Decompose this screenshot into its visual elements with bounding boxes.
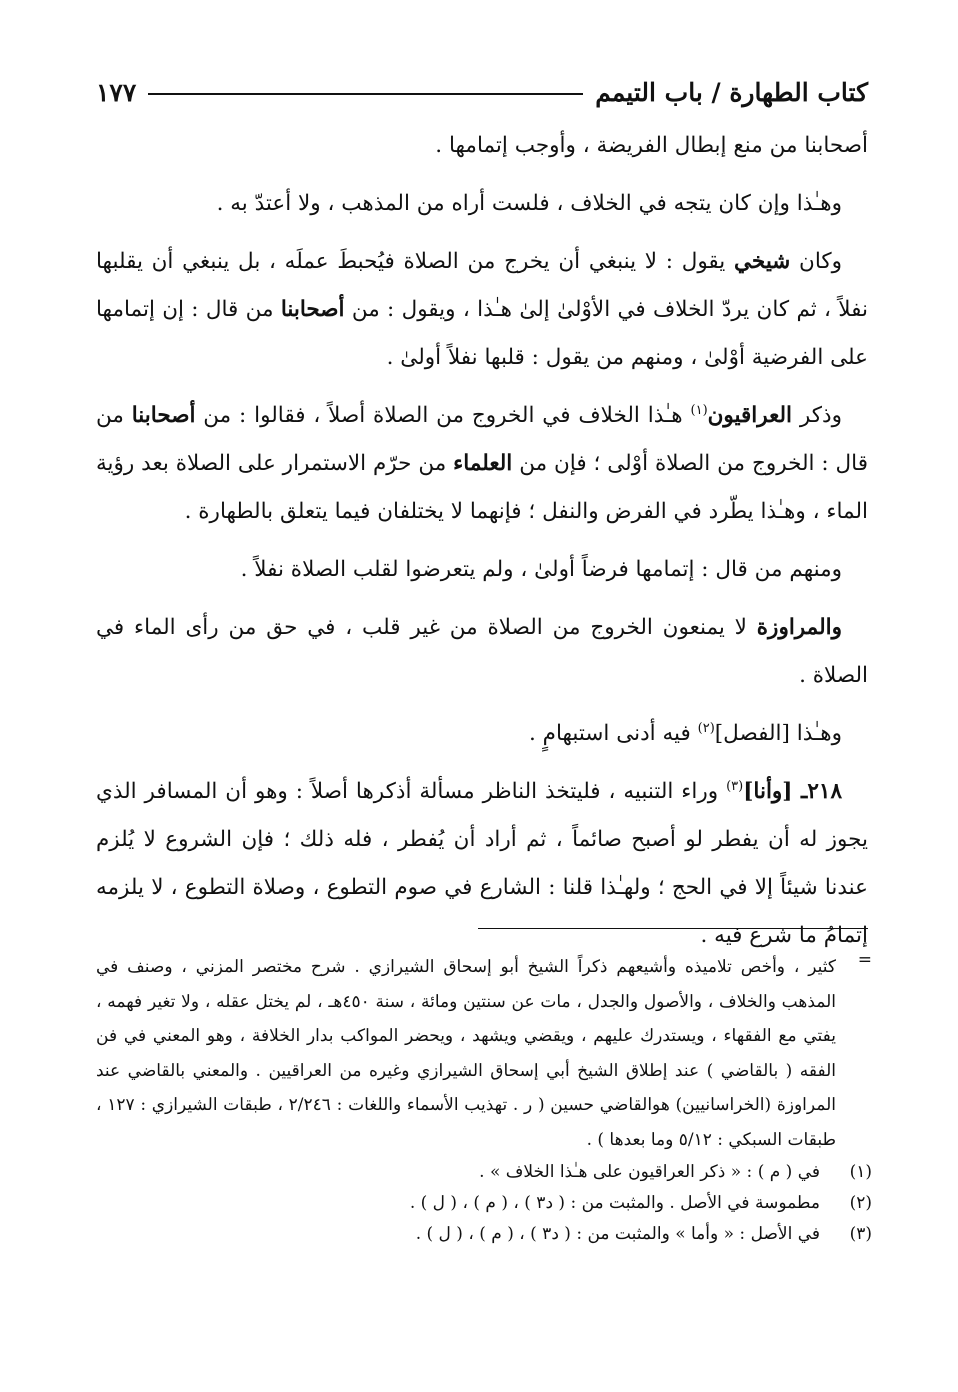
footnote-3	[96, 1219, 872, 1250]
p3-bold-ashabuna: أصحابنا	[280, 297, 345, 322]
footnote-1-text: في ( م ) : « ذكر العراقيون على هـٰذا الخلاف » .	[479, 1162, 820, 1182]
p3-text-c: يقول : لا ينبغي أن يخرج من الصلاة فيُحبطَ عملَه ، بل ينبغي أن يقلبها نفلاً ، ثم كان يردّ الخلاف في الأوْلىٰ إلىٰ هـٰذا ، ويقول : من	[96, 249, 868, 322]
paragraph-6	[96, 604, 868, 700]
section-number-218: ٢١٨ـ [وأنا]	[743, 779, 842, 804]
paragraph-5-text: ومنهم من قال : إتمامها فرضاً أولىٰ ، ولم يتعرضوا لقلب الصلاة نفلاً .	[240, 557, 842, 582]
footnote-2	[96, 1188, 872, 1219]
running-header	[96, 72, 868, 112]
p6-bold-marawiza: والمراوزة	[756, 615, 842, 640]
p3-text-a: وكان	[799, 249, 843, 274]
footnotes	[96, 950, 872, 1250]
continuation-text: كثير ، وأخص تلاميذه وأشيعهم ذكراً الشيخ أبو إسحاق الشيرازي . شرح مختصر المزني ، وصنف في المذهب والخلاف ، والأصول والجدل ، مات عن سنتين ومائة ، سنة ٤٥٠هـ ، لم يختل عقله ، ولا تغير فهمه ، يفتي مع الفقهاء ، ويستدرك عليهم ، ويقضي ويشهد ، ويحضر المواكب بدار الخلافة ، وهو المعني في فن الفقه ( بالقاضي ) عند إطلاق الشيخ أبي إسحاق الشيرازي وغيره من العراقيين . والمعني بالقاضي عند المراوزة (الخراسانيين) هوالقاضي حسين ( ر . تهذيب الأسماء واللغات : ٢/٢٤٦ ، طبقات الشيرازي : ١٢٧ ، طبقات السبكي : ٥/١٢ وما بعدها ) .	[96, 957, 836, 1150]
p4-bold-ashabuna: أصحابنا	[131, 403, 196, 428]
p3-bold-shaykhi: شيخي	[734, 249, 791, 274]
footnote-3-number: (٣)	[849, 1224, 872, 1244]
p4-text-c: هـٰذا الخلاف في الخروج من الصلاة أصلاً ، فقالوا : من	[203, 403, 683, 428]
paragraph-1-text: أصحابنا من منع إبطال الفريضة ، وأوجب إتمامها .	[435, 133, 868, 158]
p8-text-b: وراء التنبيه ، فليتخذ الناظر مسألة أذكرها أصلاً : وهو أن المسافر الذي يجوز له أن يفطر لو أصبح صائماً ، ثم أراد أن يُفطر ، فله ذلك ؛ فإن الشروع لا يُلزم عندنا شيئاً إلا في الحج ؛ ولهـٰذا قلنا : الشارع في صوم التطوع ، وصلاة التطوع ، لا يلزمه إتمامُ ما شرع فيه .	[96, 779, 868, 948]
footnote-continuation	[96, 950, 872, 1157]
p7-text-a: وهـٰذا [الفصل]	[714, 721, 842, 746]
p3-text-e: من قال : إن إتمامها على الفرضية أوْلىٰ ، ومنهم من يقول : قلبها نفلاً أولىٰ .	[96, 297, 868, 370]
p7-text-b: فيه أدنى استبهامٍ .	[528, 721, 691, 746]
paragraph-1	[96, 122, 868, 170]
footnote-2-number: (٢)	[849, 1193, 872, 1213]
paragraph-2	[96, 180, 868, 228]
footnote-ref-2[interactable]: (٢)	[697, 720, 715, 736]
chapter-title: كتاب الطهارة / باب التيمم	[595, 77, 868, 107]
page-number: ١٧٧	[96, 77, 137, 107]
footnote-ref-1[interactable]: (١)	[690, 402, 708, 418]
p4-text-e: من قال : الخروج من الصلاة أوْلى ؛ فإن من	[96, 403, 869, 476]
footnote-1-number: (١)	[849, 1162, 872, 1182]
paragraph-3	[96, 238, 868, 382]
footnote-ref-3[interactable]: (٣)	[726, 778, 744, 794]
paragraph-8	[96, 768, 868, 960]
continuation-mark: =	[857, 950, 872, 970]
main-text	[96, 122, 868, 970]
paragraph-5	[96, 546, 868, 594]
paragraph-7	[96, 710, 868, 758]
footnote-2-text: مطموسة في الأصل . والمثبت من : ( د٣ ) ، ( م ) ، ( ل ) .	[409, 1193, 820, 1213]
paragraph-2-text: وهـٰذا وإن كان يتجه في الخلاف ، فلست أراه من المذهب ، ولا أعتدّ به .	[216, 191, 842, 216]
p4-bold-ulama: العلماء	[453, 451, 513, 476]
header-rule	[148, 93, 583, 95]
footnote-1	[96, 1157, 872, 1188]
footnote-3-text: في الأصل : « وأما » والمثبت من : ( د٣ ) ، ( م ) ، ( ل ) .	[415, 1224, 820, 1244]
footnote-separator	[478, 928, 868, 929]
p4-text-a: وذكر	[799, 403, 842, 428]
p4-bold-iraqiyun: العراقيون	[707, 403, 793, 428]
p6-text-b: لا يمنعون الخروج من الصلاة من غير قلب ، في حق من رأى الماء في الصلاة .	[96, 615, 868, 688]
p4-text-g: من حرّم الاستمرار على الصلاة بعد رؤية الماء ، وهـٰذا يطّرد في الفرض والنفل ؛ فإنهما لا يختلفان فيما يتعلق بالطهارة .	[96, 451, 868, 524]
paragraph-4	[96, 392, 868, 536]
